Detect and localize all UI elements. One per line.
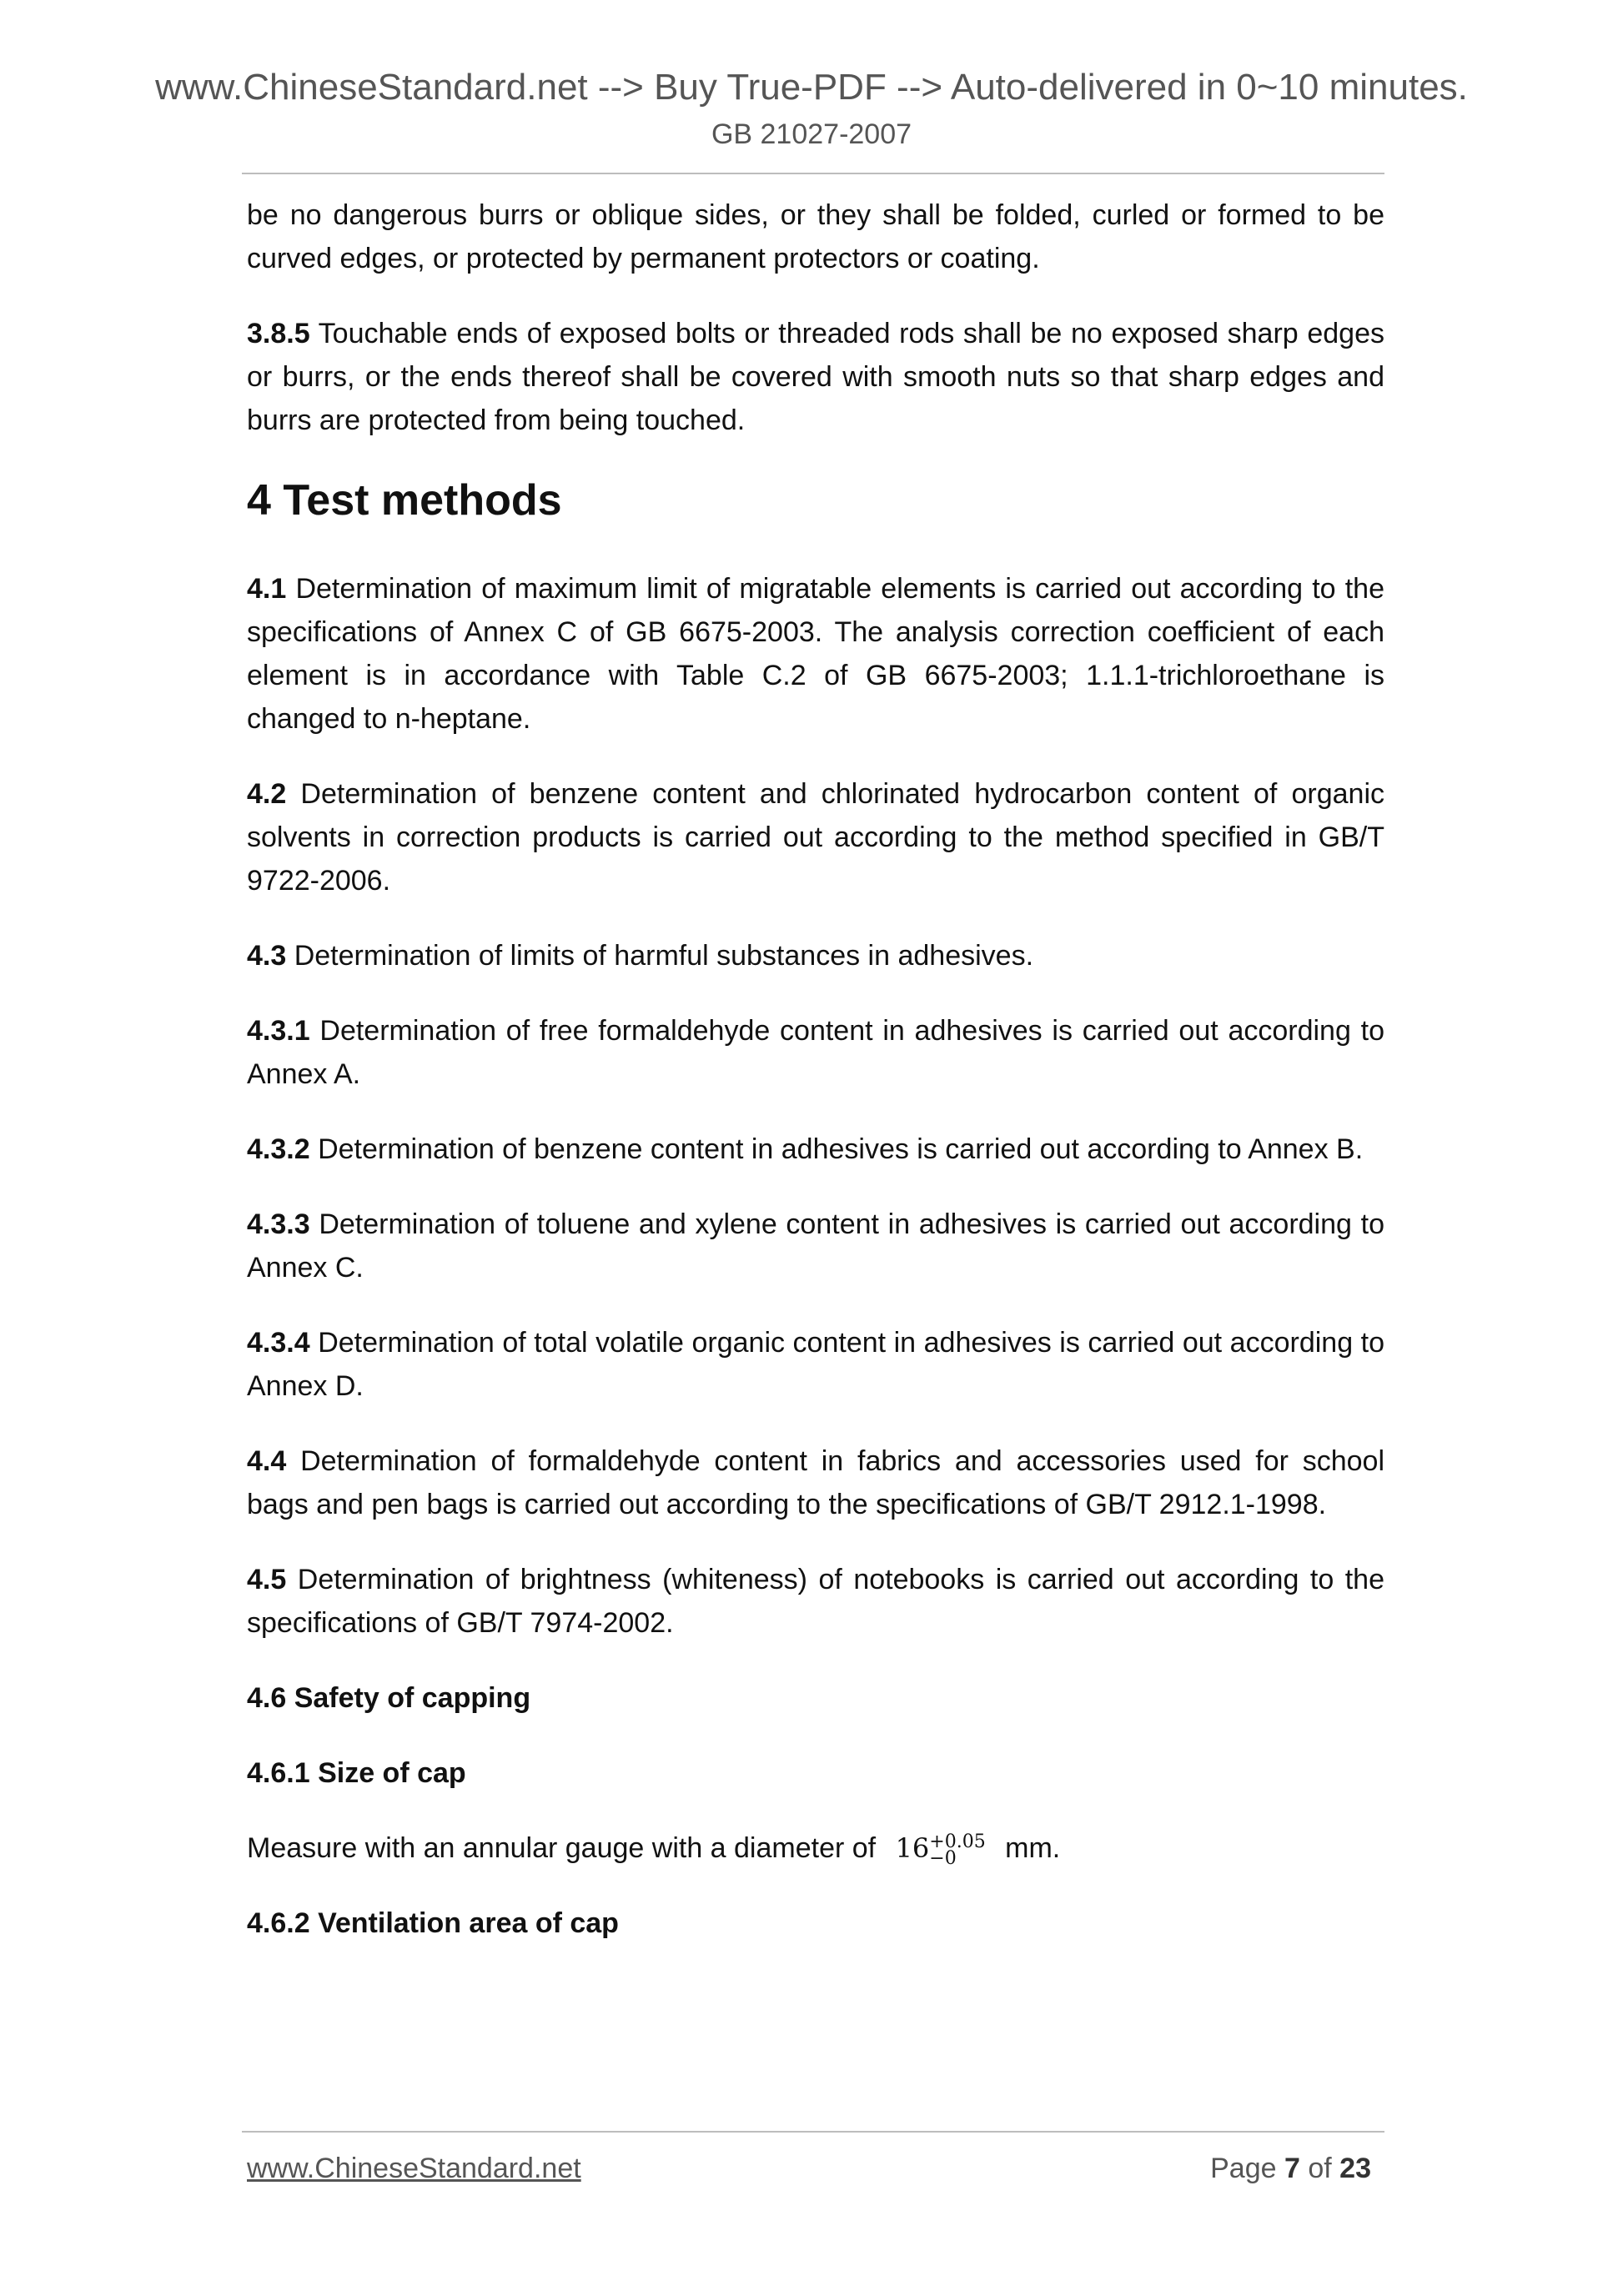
clause-4-1: 4.1 Determination of maximum limit of migratable elements is carried out according to the specifications of Annex C of GB 6675-2003. The analysis correction coefficient of each element is in accordance with Table C.2 of GB 6675-2003; 1.1.1-trichloroethane is changed to n-heptane. bbox=[247, 573, 1384, 735]
subheading-4-6: 4.6 Safety of capping bbox=[247, 1682, 531, 1714]
document-id: GB 21027-2007 bbox=[711, 118, 912, 150]
clause-4-2: 4.2 Determination of benzene content and chlorinated hydrocarbon content of organic solvents in correction products is carried out according to the method specified in GB/T 9722-2006. bbox=[247, 778, 1384, 897]
clause-number: 4.3 bbox=[247, 940, 287, 972]
page-indicator: Page 7 of 23 bbox=[1210, 2153, 1371, 2184]
paragraph-continued: be no dangerous burrs or oblique sides, or they shall be folded, curled or formed to be curved edges, or protected by permanent protectors or coating. bbox=[247, 199, 1384, 274]
clause-4-3-2: 4.3.2 Determination of benzene content in adhesives is carried out according to Annex B. bbox=[247, 1133, 1364, 1165]
clause-3-8-5: 3.8.5 Touchable ends of exposed bolts or threaded rods shall be no exposed sharp edges or burrs, or the ends thereof shall be covered with smooth nuts so that sharp edges and burrs are protected from being touched. bbox=[247, 318, 1384, 436]
clause-number: 3.8.5 bbox=[247, 318, 310, 349]
header-divider bbox=[242, 173, 1384, 174]
clause-number: 4.4 bbox=[247, 1445, 287, 1477]
clause-4-3-4: 4.3.4 Determination of total volatile organic content in adhesives is carried out according to Annex D. bbox=[247, 1327, 1385, 1402]
header-banner: www.ChineseStandard.net --> Buy True-PDF --> Auto-delivered in 0~10 minutes. bbox=[155, 67, 1468, 108]
clause-number: 4.5 bbox=[247, 1564, 287, 1595]
section-heading: 4 Test methods bbox=[247, 476, 562, 525]
footer-divider bbox=[242, 2131, 1384, 2133]
diameter-formula: 16 +0.05 −0 bbox=[895, 1831, 986, 1869]
clause-4-3-1: 4.3.1 Determination of free formaldehyde content in adhesives is carried out according to Annex A. bbox=[247, 1015, 1384, 1090]
clause-4-5: 4.5 Determination of brightness (whiteness) of notebooks is carried out according to the specifications of GB/T 7974-2002. bbox=[247, 1564, 1384, 1639]
total-pages: 23 bbox=[1339, 2153, 1371, 2184]
clause-4-6-1-text: Measure with an annular gauge with a diameter of 16 +0.05 −0 mm. bbox=[247, 1826, 1384, 1870]
clause-4-3: 4.3 Determination of limits of harmful substances in adhesives. bbox=[247, 940, 1034, 972]
clause-4-3-3: 4.3.3 Determination of toluene and xylene content in adhesives is carried out according to Annex C. bbox=[247, 1208, 1384, 1284]
subheading-4-6-2: 4.6.2 Ventilation area of cap bbox=[247, 1907, 619, 1939]
current-page: 7 bbox=[1284, 2153, 1300, 2184]
subheading-4-6-1: 4.6.1 Size of cap bbox=[247, 1757, 466, 1789]
clause-number: 4.3.2 bbox=[247, 1133, 310, 1165]
footer-website-link[interactable]: www.ChineseStandard.net bbox=[247, 2153, 581, 2184]
clause-number: 4.1 bbox=[247, 573, 287, 605]
clause-number: 4.3.4 bbox=[247, 1327, 310, 1359]
clause-4-4: 4.4 Determination of formaldehyde content in fabrics and accessories used for school bags and pen bags is carried out according to the specifications of GB/T 2912.1-1998. bbox=[247, 1445, 1384, 1520]
page-content bbox=[247, 193, 1384, 1977]
clause-number: 4.2 bbox=[247, 778, 287, 810]
clause-number: 4.3.1 bbox=[247, 1015, 310, 1047]
clause-number: 4.3.3 bbox=[247, 1208, 310, 1240]
